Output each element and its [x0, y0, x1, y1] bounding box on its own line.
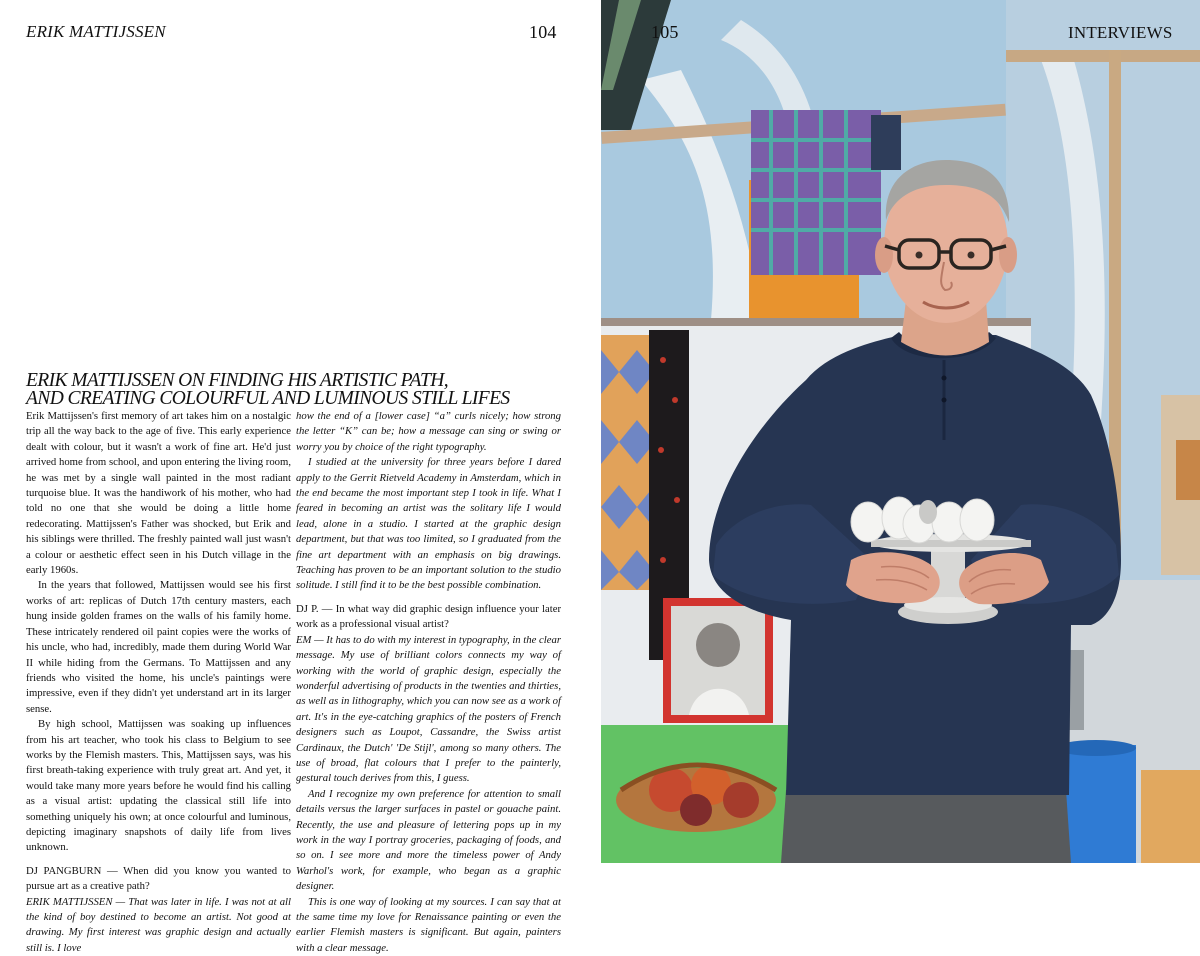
text-column-left	[26, 409, 291, 956]
interview-answer: how the end of a [lower case] “a” curls nicely; how strong the letter “K” can be; how a message can sing or swing or worry you by choice of the right typography.	[296, 410, 561, 453]
interview-answer: ERIK MATTIJSSEN — That was later in life. I was not at all the kind of boy destined to become an artist. Not good at drawing. My first interest was graphic design and actually still is. I love	[26, 895, 291, 954]
article-headline	[26, 372, 586, 408]
running-head-author: ERIK MATTIJSSEN	[26, 22, 166, 41]
interview-answer: I studied at the university for three years before I dared apply to the Gerrit Rietveld Academy in Amsterdam, which in the end became the most important step I took in life. What I feared in becoming an artist was the solitary life I would lead, alone in a studio. I started at the graphic design department, but that was too limited, so I graduated from the fine art department with an emphasis on big drawings. Teaching has proven to be an important solution to the studio solitude. I still find it to be the best possible combination.	[296, 456, 561, 592]
headline-line-1: ERIK MATTIJSSEN ON FINDING HIS ARTISTIC PATH,	[26, 370, 449, 391]
interview-question: DJ P. — In what way did graphic design influence your later work as a professional visual artist?	[296, 602, 561, 631]
interview-answer: EM — It has to do with my interest in typography, in the clear message. My use of brilliant colors connects my way of working with the world of graphic design, especially the wonderful advertising of products in the twenties and thirties, as well as in lithography, which you can now see as a work of art. It's in the eye-catching graphics of the posters of French designers such as Loupot, Cassandre, the Swiss artist Cardinaux, the Dutch' 'De Stijl', among so many others. The use of broad, flat colours that I prefer to the painterly, gestural touch derives from this, I guess.	[296, 633, 561, 785]
artist-portrait-image	[601, 0, 1200, 863]
paragraph: In the years that followed, Mattijssen would see his first works of art: replicas of Dutch 17th century masters, each hung inside golden frames on the walls of his family home. These intricately rendered oil paint copies were the works of his uncle, who had, incredibly, made them during World War II while hiding from the Germans. To Mattijssen and any friends who visited the home, his uncle's paintings were impressive, even if they didn't yet understand art in its larger sense.	[26, 579, 291, 715]
interview-question: DJ PANGBURN — When did you know you wanted to pursue art as a creative path?	[26, 864, 291, 893]
text-column-right	[296, 409, 561, 956]
interview-answer: And I recognize my own preference for attention to small details versus the larger surfaces in pastel or gouache paint. Recently, the use and pleasure of lettering pops up in my work in the way I portray groceries, packaging of foods, and so on. I see more and more the timeless power of Andy Warhol's work, for example, who began as a graphic designer.	[296, 787, 561, 893]
portrait-photo	[601, 0, 1200, 863]
section-label: INTERVIEWS	[1068, 23, 1173, 42]
interview-answer: This is one way of looking at my sources. I can say that at the same time my love for Renaissance painting or even the earlier Flemish masters is significant. But again, painters with a clear message.	[296, 895, 561, 954]
page-number-left: 104	[529, 22, 557, 42]
headline-line-2: AND CREATING COLOURFUL AND LUMINOUS STILL LIFES	[26, 388, 510, 409]
left-page	[0, 0, 601, 954]
paragraph: By high school, Mattijssen was soaking up influences from his art teacher, who took his class to Belgium to see works by the Flemish masters. This, Mattijssen says, was his first breath-taking experience with truly great art. And yet, it would take many more years before he would find his calling as a visual artist: updating the classical still life into something uniquely his own; at once colourful and luminous, depicting imaginary snapshots of daily life from lives unknown.	[26, 718, 291, 854]
paragraph: Erik Mattijssen's first memory of art takes him on a nostalgic trip all the way back to the age of five. This early experience dealt with colour, but it wasn't a work of fine art. He'd just arrived home from school, and upon entering the living room, he was met by a single wall painted in the most radiant turquoise blue. It was the handiwork of his mother, who had told no one that she would be doing a little home redecorating. Mattijssen's Father was shocked, but Erik and his siblings were thrilled. The freshly painted wall just wasn't a colour or aesthetic effect seen in his Dutch village in the early 1960s.	[26, 410, 291, 577]
page-number-right: 105	[651, 22, 679, 42]
